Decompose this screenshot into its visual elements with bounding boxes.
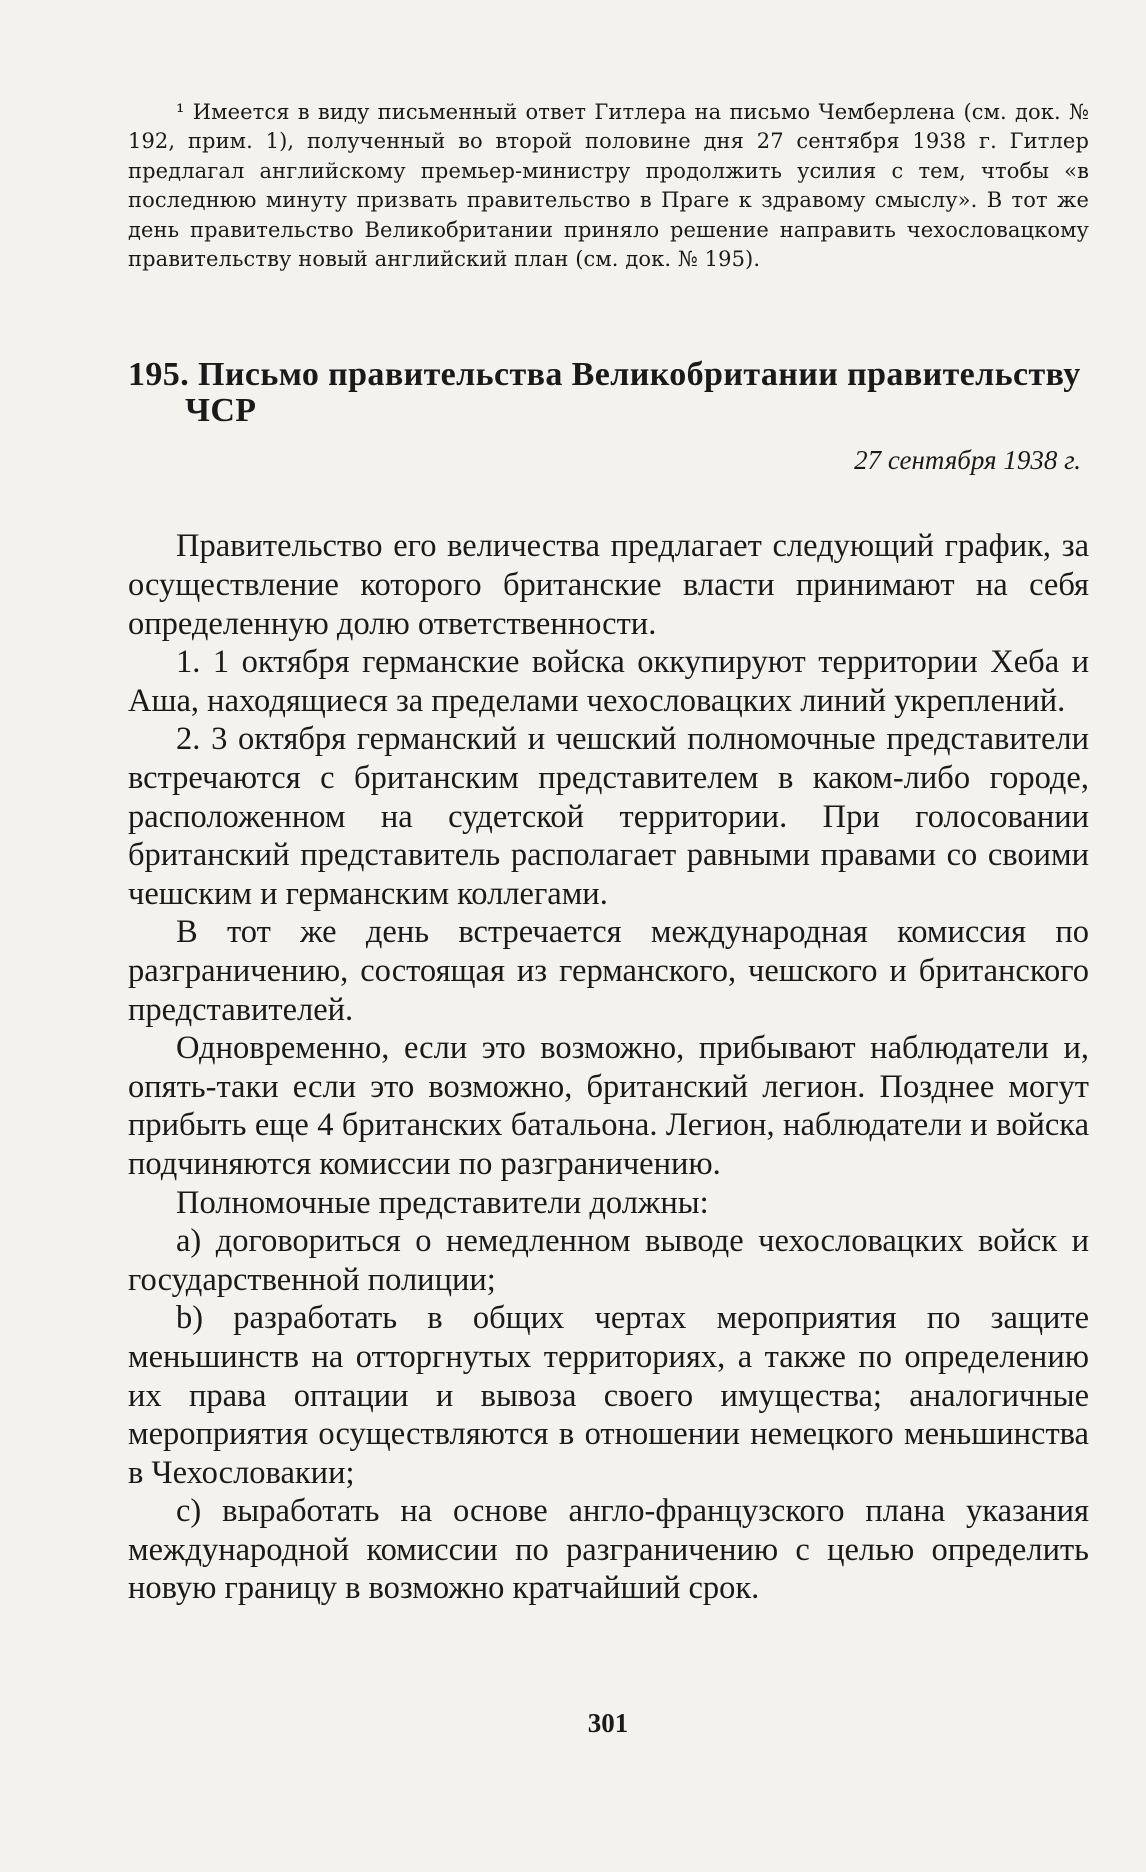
paragraph: Полномочные представители должны: (176, 1184, 709, 1221)
document-body (128, 527, 1089, 1608)
paragraph: В тот же день встречается международная комиссия по разграничению, состоящая из германского, чешского и британского представителей. (128, 914, 1089, 1028)
paragraph: 1. 1 октября германские войска оккупируют территории Хеба и Аша, находящиеся за пределами чехословацких линий укреплений. (128, 644, 1089, 719)
footnote: ¹ Имеется в виду письменный ответ Гитлера на письмо Чемберлена (см. док. № 192, прим. 1), полученный во второй половине дня 27 сентября 1938 г. Гитлер предлагал английскому премьер-министру продолжить усилия с тем, чтобы «в последнюю минуту призвать правительство в Праге к здравому смыслу». В тот же день правительство Великобритании приняло решение направить чехословацкому правительству новый английский план (см. док. № 195). (128, 100, 1089, 272)
document-date: 27 сентября 1938 г. (854, 445, 1081, 476)
list-item-c: c) выработать на основе англо-французского плана указания международной комиссии по разграничению с целью определить новую границу в возможно кратчайший срок. (128, 1493, 1089, 1607)
paragraph: 2. 3 октября германский и чешский полномочные представители встречаются с британским представителем в каком-либо городе, расположенном на судетской территории. При голосовании британский представитель располагает равными правами со своими чешским и германским коллегами. (128, 721, 1089, 912)
paragraph: Одновременно, если это возможно, прибывают наблюдатели и, опять-таки если это возможно, британский легион. Позднее могут прибыть еще 4 британских батальона. Легион, наблюдатели и войска подчиняются комиссии по разграничению. (128, 1030, 1089, 1182)
document-heading: 195. Письмо правительства Великобритании правительству ЧСР (128, 356, 1081, 430)
page-number: 301 (587, 1708, 629, 1738)
paragraph: Правительство его величества предлагает следующий график, за осуществление которого британские власти принимают на себя определенную долю ответственности. (128, 528, 1089, 642)
list-item-b: b) разработать в общих чертах мероприятия по защите меньшинств на отторгнутых территориях, а также по определению их права оптации и вывоза своего имущества; аналогичные мероприятия осуществляются в отношении немецкого меньшинства в Чехословакии; (128, 1300, 1089, 1491)
list-item-a: a) договориться о немедленном выводе чехословацких войск и государственной полиции; (128, 1223, 1089, 1298)
